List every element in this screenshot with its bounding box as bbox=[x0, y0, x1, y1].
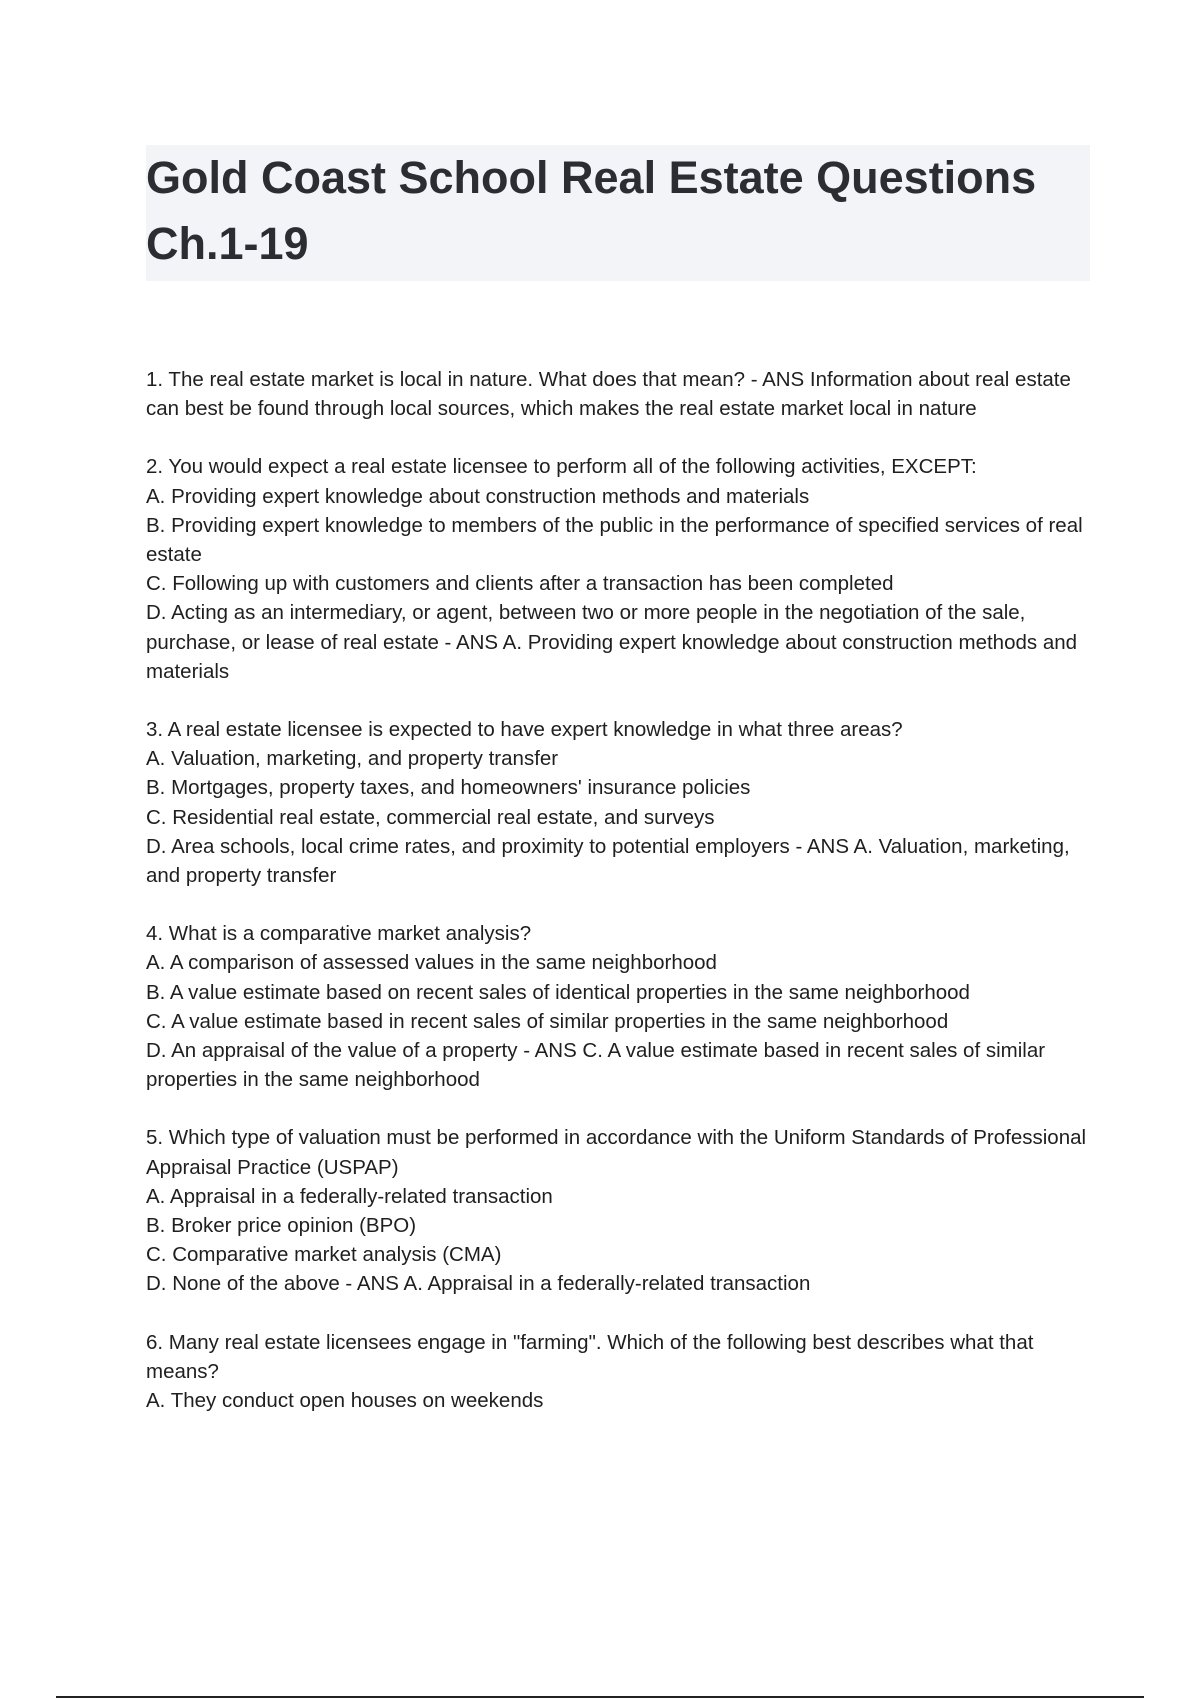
answer-option: D. None of the above - ANS A. Appraisal in a federally-related transaction bbox=[146, 1272, 811, 1296]
answer-option: B. Providing expert knowledge to members of the public in the performance of specified services of real estate bbox=[146, 513, 1083, 567]
answer-option: D. Acting as an intermediary, or agent, between two or more people in the negotiation of the sale, purchase, or lease of real estate - ANS A. Providing expert knowledge about construction methods and materials bbox=[146, 601, 1078, 683]
title-block bbox=[146, 145, 1090, 281]
question-line: 5. Which type of valuation must be performed in accordance with the Uniform Standards of Professional Appraisal Practice (USPAP) bbox=[146, 1126, 1087, 1179]
answer-option: C. Residential real estate, commercial real estate, and surveys bbox=[146, 805, 715, 829]
page-footer-rule bbox=[56, 1696, 1144, 1698]
answer-option: A. Providing expert knowledge about construction methods and materials bbox=[146, 484, 810, 508]
question-2 bbox=[146, 452, 1094, 686]
question-1 bbox=[146, 365, 1094, 423]
answer-option: A. Valuation, marketing, and property transfer bbox=[146, 747, 559, 771]
question-line: 1. The real estate market is local in nature. What does that mean? - ANS Information about real estate can best be found through local sources, which makes the real estate market local in nature bbox=[146, 368, 1071, 421]
answer-option: C. Comparative market analysis (CMA) bbox=[146, 1243, 502, 1267]
answer-option: A. A comparison of assessed values in the same neighborhood bbox=[146, 951, 717, 975]
answer-option: D. An appraisal of the value of a property - ANS C. A value estimate based in recent sales of similar properties in the same neighborhood bbox=[146, 1039, 1046, 1092]
question-list bbox=[146, 365, 1094, 1444]
question-5 bbox=[146, 1123, 1094, 1298]
question-3 bbox=[146, 715, 1094, 890]
answer-option: C. A value estimate based in recent sales of similar properties in the same neighborhood bbox=[146, 1009, 949, 1033]
answer-option: B. Mortgages, property taxes, and homeowners' insurance policies bbox=[146, 776, 751, 800]
answer-option: A. They conduct open houses on weekends bbox=[146, 1389, 544, 1413]
question-4 bbox=[146, 919, 1094, 1094]
question-line: 2. You would expect a real estate licensee to perform all of the following activities, EXCEPT: bbox=[146, 455, 977, 479]
answer-option: D. Area schools, local crime rates, and proximity to potential employers - ANS A. Valuation, marketing, and property transfer bbox=[146, 834, 1070, 888]
document-title: Gold Coast School Real Estate Questions Ch.1-19 bbox=[146, 152, 1037, 269]
answer-option: A. Appraisal in a federally-related transaction bbox=[146, 1184, 553, 1208]
question-line: 6. Many real estate licensees engage in "farming". Which of the following best describes what that means? bbox=[146, 1330, 1034, 1383]
answer-option: B. A value estimate based on recent sales of identical properties in the same neighborhood bbox=[146, 980, 970, 1004]
answer-option: B. Broker price opinion (BPO) bbox=[146, 1214, 417, 1238]
answer-option: C. Following up with customers and clients after a transaction has been completed bbox=[146, 572, 894, 596]
question-line: 3. A real estate licensee is expected to have expert knowledge in what three areas? bbox=[146, 718, 903, 742]
question-line: 4. What is a comparative market analysis? bbox=[146, 922, 532, 946]
question-6 bbox=[146, 1328, 1094, 1416]
